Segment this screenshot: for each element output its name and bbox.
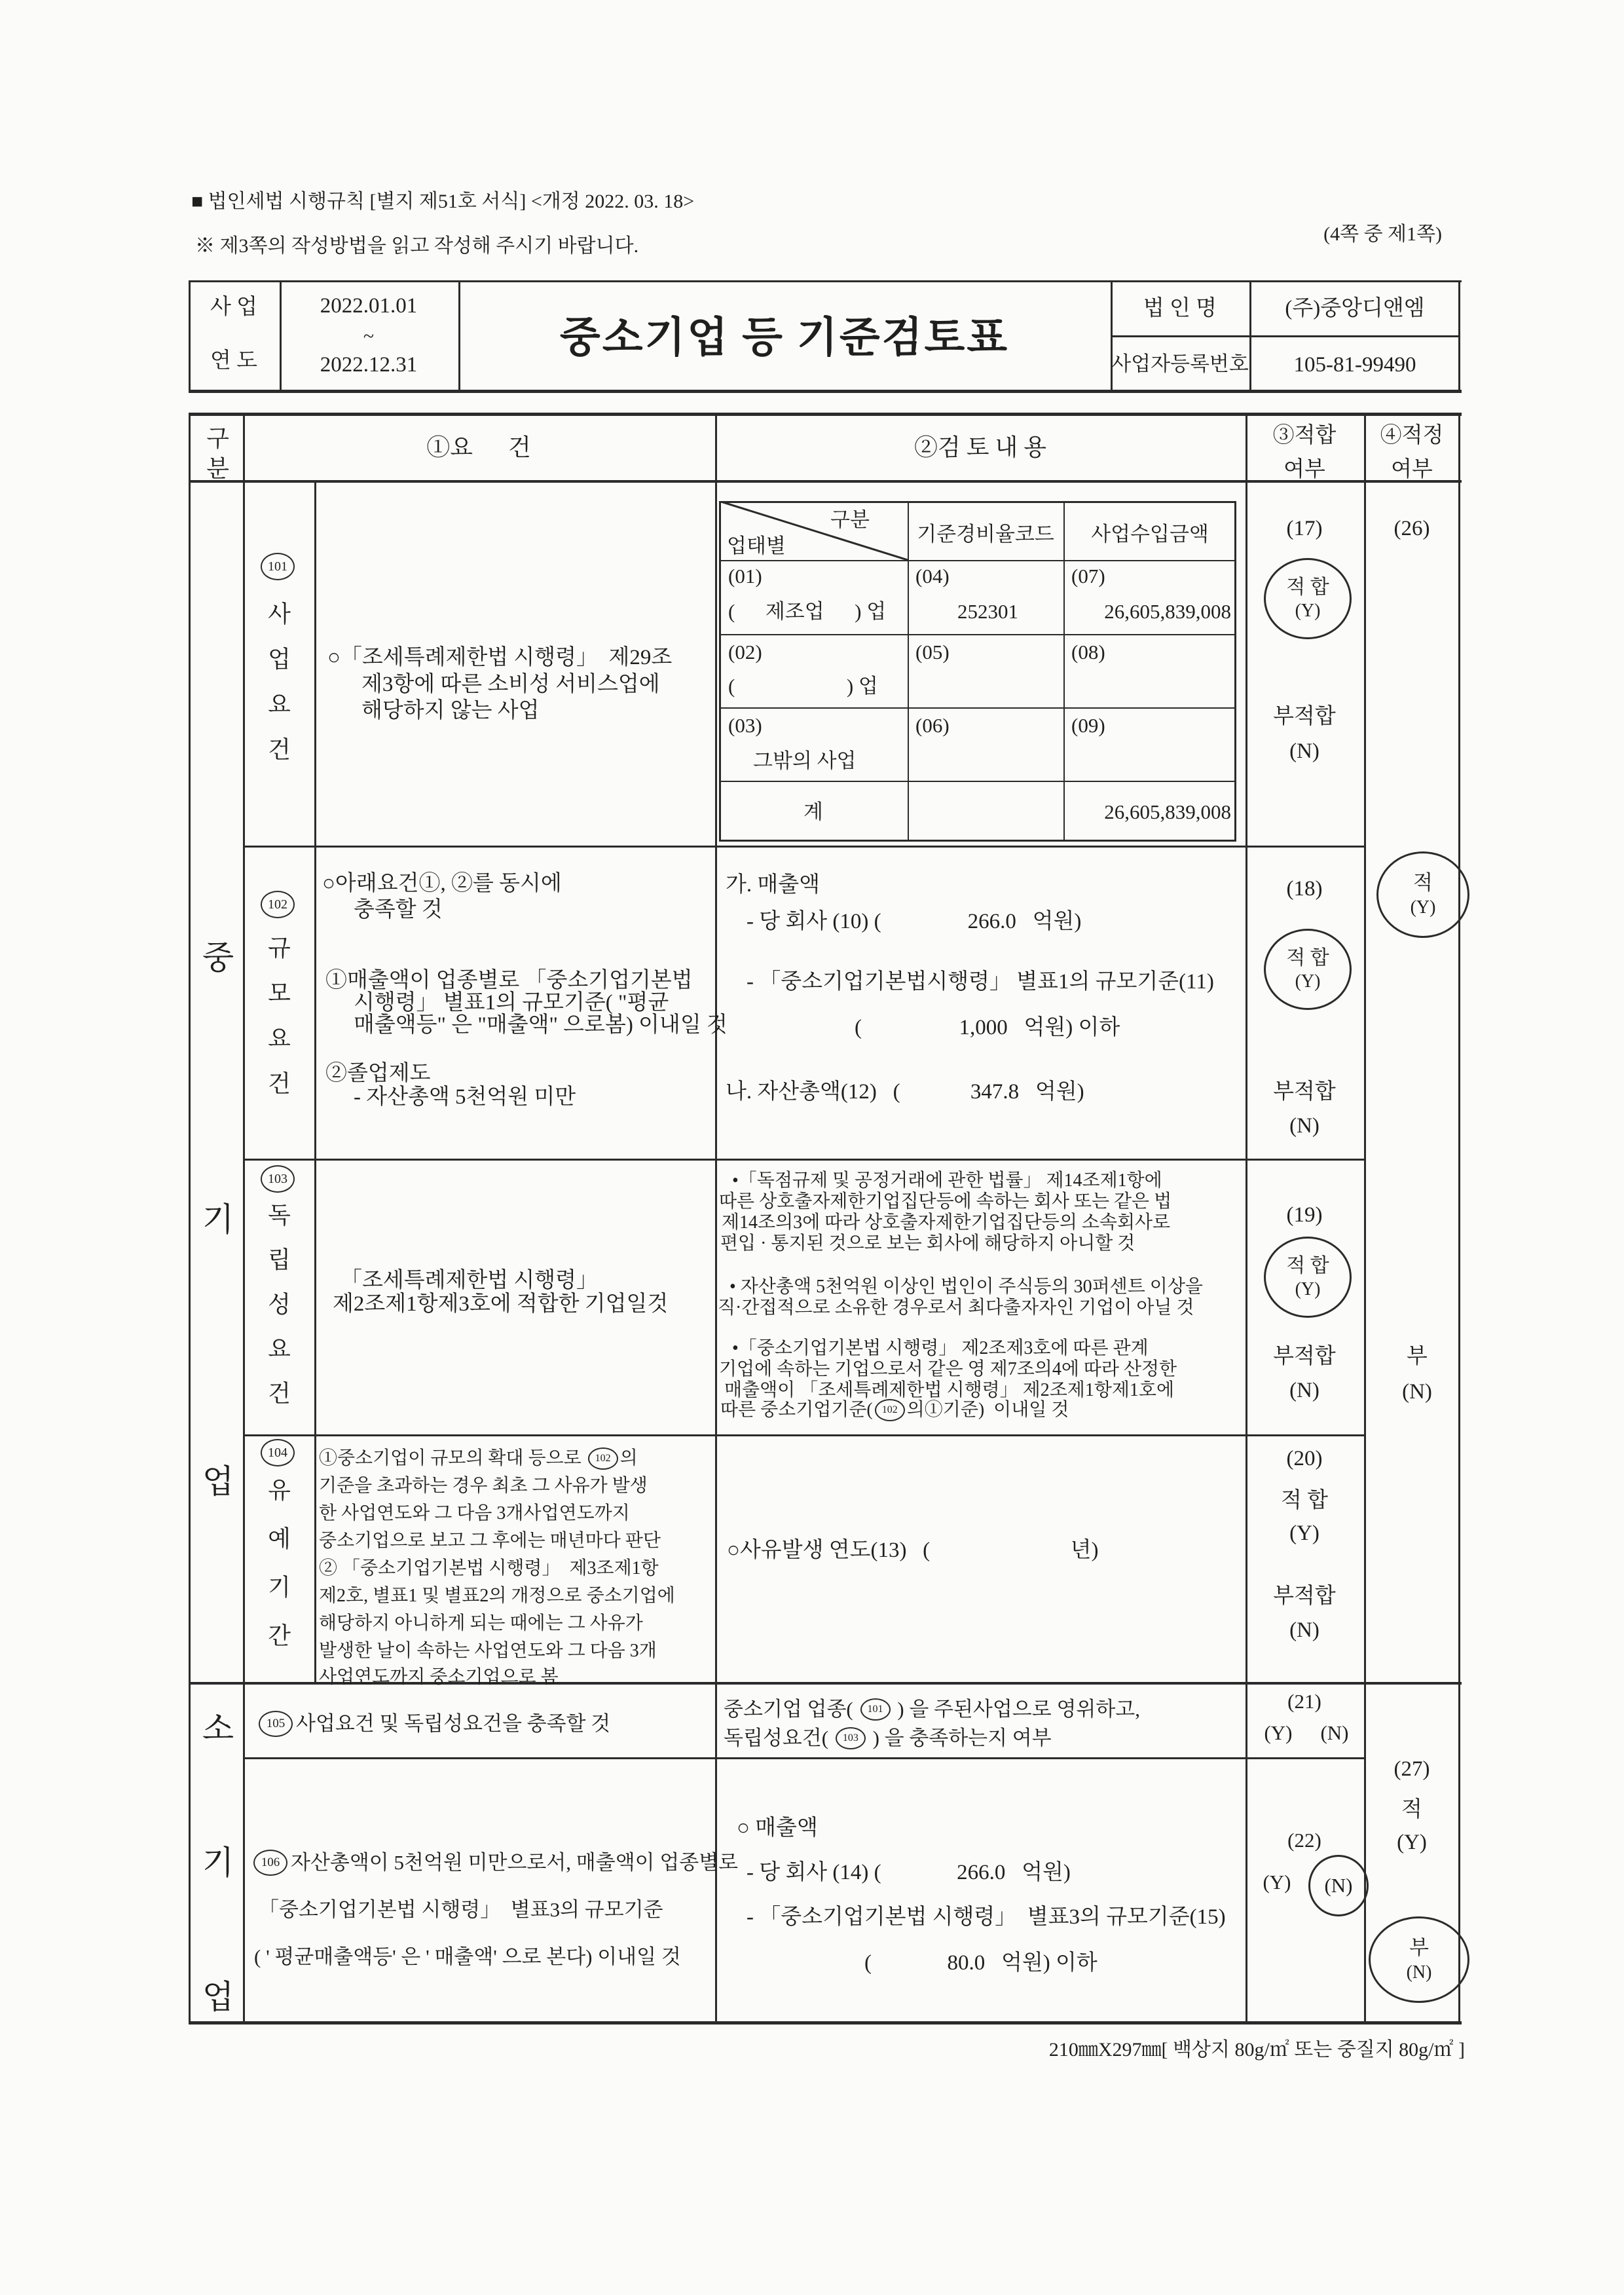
fit-no-text-102: 부적합: [1273, 1080, 1336, 1104]
rev-102-line: 가. 매출액: [726, 873, 821, 897]
req-104-line: 한 사업연도와 그 다음 3개사업연도까지: [319, 1503, 630, 1523]
rev-104-line: ○사유발생 연도(13) ( 년): [727, 1539, 1099, 1562]
fit-n-105: (N): [1320, 1721, 1349, 1744]
inner-total-label: 계: [803, 800, 823, 823]
section-103-number: 103: [261, 1165, 295, 1193]
col-header-proper: ④적정: [1380, 424, 1444, 447]
page-indicator: (4쪽 중 제1쪽): [1323, 223, 1442, 245]
rev-103-line: 제14조의3에 따라 상호출자제한기업집단등의 소속회사로: [722, 1212, 1171, 1233]
section-105-number: 105: [259, 1711, 293, 1737]
fit-yes-mark: (Y): [1295, 1279, 1321, 1300]
table-line: [243, 846, 1364, 848]
proper-yes-mark: (Y): [1410, 897, 1436, 918]
fit-code-101: (17): [1286, 517, 1323, 540]
fit-yes-mark: (Y): [1295, 601, 1321, 622]
fit-yes-mark-104: (Y): [1289, 1521, 1320, 1545]
paper-spec-note: 210㎜X297㎜[ 백상지 80g/㎡ 또는 중질지 80g/㎡ ]: [1048, 2039, 1465, 2061]
table-line: [243, 1757, 1364, 1759]
table-line: [280, 280, 282, 393]
col-header-review: ②검 토 내 용: [913, 434, 1047, 460]
req-104-line: ② 「중소기업기본법 시행령」 제3조제1항: [319, 1558, 659, 1578]
proper-no-text: 부: [1409, 1936, 1429, 1960]
inner-cell: ( 제조업 ) 업: [728, 600, 887, 623]
inner-cell: 26,605,839,008: [1104, 600, 1231, 623]
table-line: [719, 840, 1236, 842]
inner-cell: (05): [915, 641, 950, 663]
section-106-number: 106: [253, 1850, 287, 1876]
req-101-line: 제3항에 따른 소비성 서비스업에: [361, 673, 660, 696]
table-line: [719, 707, 1236, 709]
req-102-line: 충족할 것: [354, 898, 443, 922]
category-sme-label: 중기업: [197, 940, 234, 1726]
proper-no-text-sme: 부: [1407, 1345, 1428, 1368]
fit-n-106: (N): [1324, 1873, 1353, 1897]
inner-cell: (02): [728, 641, 762, 663]
fit-yes-mark: (Y): [1295, 971, 1321, 992]
rev-103-line: 편입 · 통지된 것으로 보는 회사에 해당하지 아니할 것: [720, 1233, 1135, 1254]
rev-105-text: 중소기업 업종(: [724, 1698, 858, 1721]
inner-col-code: 기준경비율코드: [917, 523, 1054, 546]
fit-yes-mark-102: [1264, 929, 1352, 1010]
inner-cell: (06): [915, 714, 950, 737]
proper-yes-mark-small: (Y): [1397, 1831, 1427, 1854]
proper-yes-text-small: 적: [1401, 1798, 1422, 1821]
fit-yes-text: 적 합: [1286, 1254, 1329, 1277]
req-102-line: ①매출액이 업종별로 「중소기업기본법: [325, 969, 693, 992]
req-102-line: 시행령」 별표1의 규모기준( "평균: [354, 991, 669, 1015]
form-reference: ■ 법인세법 시행규칙 [별지 제51호 서식] <개정 2022. 03. 18>: [191, 191, 695, 212]
rev-106-line: ( 80.0 억원) 이하: [864, 1951, 1098, 1975]
table-line: [189, 2021, 1462, 2024]
fit-yes-text: 적 합: [1286, 576, 1329, 598]
fit-code-106: (22): [1287, 1829, 1321, 1852]
section-101-number: 101: [261, 553, 295, 580]
table-line: [243, 1159, 1364, 1161]
period-end: 2022.12.31: [320, 353, 418, 377]
rev-103-line: 직·간접적으로 소유한 경우로서 최다출자자인 기업이 아닐 것: [718, 1297, 1194, 1318]
biz-reg-value: 105-81-99490: [1293, 353, 1416, 377]
inner-diag-bottom: 업태별: [727, 534, 786, 557]
inner-cell: 252301: [957, 600, 1018, 623]
table-line: [189, 413, 191, 2024]
fit-no-text-104: 부적합: [1273, 1584, 1336, 1608]
fit-no-mark-101: (N): [1289, 739, 1320, 763]
section-102-number: 102: [261, 891, 295, 918]
col-header-fit: ③적합: [1272, 424, 1337, 447]
period-start: 2022.01.01: [320, 294, 418, 318]
table-line: [1458, 280, 1460, 393]
ref-101-circled: 101: [860, 1698, 891, 1721]
rev-102-line: - 당 회사 (10) ( 266.0 억원): [747, 910, 1082, 933]
req-104-line: 기준을 초과하는 경우 최초 그 사유가 발생: [319, 1476, 648, 1496]
inner-cell: 그밖의 사업: [753, 749, 857, 772]
rev-105-line: [724, 1726, 1052, 1751]
fit-code-105: (21): [1287, 1690, 1321, 1713]
rev-106-line: - 「중소기업기본법 시행령」 별표3의 규모기준(15): [747, 1905, 1226, 1929]
biz-reg-label: 사업자등록번호: [1111, 352, 1249, 375]
rev-106-line: ○ 매출액: [737, 1816, 818, 1840]
table-line: [189, 480, 1462, 483]
table-line: [189, 413, 1462, 416]
req-104-line: 중소기업으로 보고 그 후에는 매년마다 판단: [319, 1531, 661, 1551]
rev-103-line: 따른 상호출자제한기업집단등에 속하는 회사 또는 같은 법: [719, 1191, 1172, 1212]
rev-102-line: 나. 자산총액(12) ( 347.8 억원): [726, 1080, 1084, 1104]
table-line: [1246, 413, 1247, 2024]
req-104-line: 해당하지 아니하게 되는 때에는 그 사유가: [319, 1613, 643, 1633]
inner-cell: ( ) 업: [728, 675, 878, 698]
fit-y-105: (Y): [1264, 1721, 1293, 1744]
inner-cell: (04): [915, 565, 950, 588]
table-line: [908, 501, 909, 842]
fit-code-104: (20): [1286, 1447, 1323, 1470]
req-106-line: [250, 1850, 738, 1876]
rev-103-line: •「중소기업기본법 시행령」 제2조제3호에 따른 관계: [732, 1338, 1149, 1358]
rev-105-text: ) 을 충족하는지 여부: [867, 1726, 1052, 1749]
table-line: [314, 480, 316, 1682]
req-104-line: [319, 1447, 638, 1470]
inner-col-amount: 사업수입금액: [1091, 523, 1209, 546]
fit-yes-mark-101: [1264, 558, 1352, 639]
req-104-text: 의: [619, 1448, 638, 1469]
table-line: [1063, 501, 1065, 842]
rev-103-line: 매출액이 「조세특례제한법 시행령」 제2조제1항제1호에: [724, 1380, 1175, 1400]
fit-code-102: (18): [1286, 877, 1323, 901]
rev-103-text: 따른 중소기업기준(: [720, 1400, 873, 1421]
proper-no-mark-sme: (N): [1402, 1380, 1432, 1404]
req-105-text: 사업요건 및 독립성요건을 충족할 것: [296, 1711, 611, 1735]
inner-cell: (08): [1071, 641, 1105, 663]
fit-n-circled-106: [1308, 1855, 1369, 1916]
fit-yes-mark-103: [1264, 1237, 1352, 1318]
fit-no-text-101: 부적합: [1273, 705, 1336, 728]
section-103-label: 독립성요건: [265, 1203, 291, 1425]
inner-cell: (03): [728, 714, 762, 737]
rev-105-line: [724, 1698, 1140, 1722]
table-line: [1458, 413, 1460, 2024]
inner-cell: (01): [728, 565, 762, 588]
req-102-line: 매출액등" 은 "매출액" 으로봄) 이내일 것: [354, 1013, 728, 1037]
fit-no-mark-102: (N): [1289, 1114, 1320, 1138]
period-separator: ~: [363, 326, 375, 347]
corp-name-label: 법 인 명: [1143, 297, 1217, 320]
proper-no-mark: (N): [1406, 1962, 1432, 1983]
req-106-line: 「중소기업기본법 시행령」 별표3의 규모기준: [259, 1898, 663, 1921]
req-102-line: - 자산총액 5천억원 미만: [354, 1085, 576, 1109]
inner-cell: (09): [1071, 714, 1105, 737]
table-line: [458, 280, 460, 393]
table-line: [719, 634, 1236, 635]
rev-105-text: 독립성요건(: [724, 1726, 834, 1749]
proper-no-circled-small: [1369, 1916, 1469, 2003]
fit-yes-text: 적 합: [1286, 946, 1329, 969]
fit-no-text-103: 부적합: [1273, 1345, 1336, 1368]
rev-102-line: ( 1,000 억원) 이하: [855, 1016, 1120, 1039]
rev-103-line: •「독점규제 및 공정거래에 관한 법률」 제14조제1항에: [732, 1170, 1162, 1191]
business-year-label: 사 업: [210, 295, 258, 319]
col-header-category: 구분: [203, 426, 229, 486]
inner-total-amount: 26,605,839,008: [1104, 800, 1231, 823]
table-line: [243, 413, 245, 2024]
table-line: [719, 560, 1236, 561]
req-102-line: ②졸업제도: [325, 1062, 431, 1085]
business-year-label: 연 도: [210, 349, 258, 373]
col-header-requirement: ①요 건: [426, 434, 531, 460]
rev-105-text: ) 을 주된사업으로 영위하고,: [892, 1698, 1140, 1721]
table-line: [715, 413, 717, 2024]
rev-103-text: 의①기준) 이내일 것: [906, 1400, 1069, 1421]
req-104-line: 제2호, 별표1 및 별표2의 개정으로 중소기업에: [319, 1586, 675, 1606]
section-104-label: 유예기간: [265, 1478, 291, 1671]
category-small-label: 소기업: [197, 1711, 234, 2114]
section-101-label: 사업요건: [265, 601, 291, 782]
req-104-text: ①중소기업이 규모의 확대 등으로: [319, 1448, 586, 1469]
table-line: [1234, 501, 1236, 842]
table-line: [719, 781, 1236, 782]
req-102-line: ○아래요건①, ②를 동시에: [322, 872, 562, 895]
rev-102-line: - 「중소기업기본법시행령」 별표1의 규모기준(11): [747, 970, 1214, 994]
rev-103-line: • 자산총액 5천억원 이상인 법인이 주식등의 30퍼센트 이상을: [729, 1277, 1203, 1297]
ref-103-circled: 103: [836, 1727, 866, 1749]
section-104-number: 104: [261, 1439, 295, 1466]
req-101-line: 해당하지 않는 사업: [361, 699, 540, 722]
fit-no-mark-104: (N): [1289, 1618, 1320, 1642]
col-header-fit: 여부: [1283, 458, 1325, 481]
corp-name-value: (주)중앙디앤엠: [1285, 297, 1425, 320]
section-102-label: 규모요건: [265, 935, 291, 1116]
table-line: [243, 1434, 1364, 1436]
req-105-line: [255, 1711, 610, 1737]
table-line: [189, 390, 1462, 393]
req-106-line: ( ' 평균매출액등' 은 ' 매출액' 으로 본다) 이내일 것: [254, 1945, 681, 1968]
table-line: [189, 280, 191, 393]
req-103-line: 제2조제1항제3호에 적합한 기업일것: [333, 1292, 669, 1316]
col-header-proper: 여부: [1391, 458, 1433, 481]
req-103-line: 「조세특례제한법 시행령」: [341, 1269, 599, 1292]
rev-103-line: [720, 1399, 1069, 1421]
proper-code-sme: (26): [1393, 517, 1430, 540]
req-104-line: 발생한 날이 속하는 사업연도와 그 다음 3개: [319, 1641, 657, 1661]
table-line: [1364, 413, 1366, 2024]
fit-code-103: (19): [1286, 1203, 1323, 1227]
rev-103-line: 기업에 속하는 기업으로서 같은 영 제7조의4에 따라 산정한: [719, 1359, 1177, 1379]
table-line: [189, 280, 1462, 282]
proper-code-small: (27): [1393, 1757, 1430, 1781]
table-line: [1249, 280, 1251, 393]
ref-102-circled: 102: [588, 1447, 618, 1470]
table-line: [1111, 335, 1460, 337]
fit-y-106: (Y): [1263, 1871, 1291, 1894]
req-104-line: 사업연도까지 중소기업으로 봄: [319, 1667, 559, 1687]
fit-yes-text-104: 적 합: [1280, 1489, 1329, 1512]
req-106-text: 자산총액이 5천억원 미만으로서, 매출액이 업종별로: [291, 1850, 739, 1874]
form-title: 중소기업 등 기준검토표: [559, 314, 1010, 361]
rev-106-line: - 당 회사 (14) ( 266.0 억원): [747, 1861, 1071, 1884]
proper-yes-text: 적: [1413, 871, 1433, 895]
inner-diag-top: 구분: [830, 508, 870, 531]
proper-yes-mark-sme: [1376, 851, 1469, 938]
inner-cell: (07): [1071, 565, 1105, 588]
req-101-line: ○「조세특례제한법 시행령」 제29조: [327, 646, 673, 669]
fit-no-mark-103: (N): [1289, 1379, 1320, 1402]
ref-102-circled: 102: [875, 1399, 905, 1421]
instruction-note: ※ 제3쪽의 작성방법을 읽고 작성해 주시기 바랍니다.: [195, 235, 639, 257]
